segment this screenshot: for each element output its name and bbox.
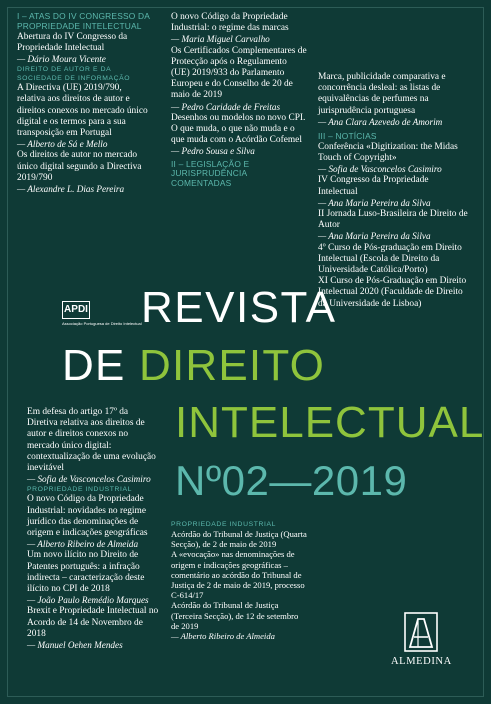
article-author: — João Paulo Remédio Marques [27, 595, 149, 606]
masthead-word-de: DE [62, 341, 126, 390]
contents-column-2 [171, 12, 307, 189]
article-title: Desenhos ou modelos no novo CPI. O que muda, o que não muda e o que muda com o Acórdão Cofemel [171, 112, 306, 146]
article-title: A «evocação» nas denominações de origem e indicações geográficas – comentário ao acórdão do Tribunal de Justiça de 2 de maio de 2019, processo C-614/17 [171, 549, 305, 601]
masthead-line-intelectual: INTELECTUAL [175, 398, 485, 447]
article-author: — Ana Maria Pereira da Silva [318, 197, 431, 208]
subsection-heading: DIREITO DE AUTOR E DA SOCIEDADE DE INFORMAÇÃO [17, 66, 131, 83]
article-title: Os Certificados Complementares de Protecção após o Regulamento (UE) 2019/933 do Parlamento Europeu e do Conselho de 20 de maio de 2019 [171, 45, 307, 101]
article-author: — Sofia de Vasconcelos Casimiro [318, 164, 442, 175]
masthead-word-direito: DIREITO [138, 341, 326, 390]
article-author: — Ana Clara Azevedo de Amorim [318, 116, 443, 127]
news-item: XI Curso de Pós-Graduação em Direito Intelectual 2020 (Faculdade de Direito da Universidade de Lisboa) [318, 276, 467, 309]
contents-column-4 [27, 407, 161, 651]
contents-column-1 [17, 12, 151, 195]
masthead-line-revista: REVISTA [141, 283, 337, 332]
publisher-logo [391, 612, 451, 667]
article-title: Um novo ilícito no Direito de Patentes português: a infração indirecta – caracterização deste ilícito no CPI de 2018 [27, 550, 145, 595]
article-author: — Ana Maria Pereira da Silva [318, 231, 431, 242]
section-heading: I – ATAS DO IV CONGRESSO DA PROPRIEDADE INTELECTUAL [17, 11, 150, 31]
article-author: — Pedro Caridade de Freitas [171, 101, 281, 112]
article-author: — Alberto de Sá e Mello [17, 139, 108, 150]
apdi-association-name: Associação Portuguesa de Direito Intelectual [62, 321, 142, 326]
apdi-logo-mark: APDI [62, 301, 90, 319]
apdi-logo [62, 301, 142, 326]
article-title: A Directiva (UE) 2019/790, relativa aos direitos de autor e direitos conexos no mercado único digital e os termos para a sua transposição em Portugal [17, 83, 148, 139]
news-item: IV Congresso da Propriedade Intelectual [318, 175, 429, 197]
article-title: Marca, publicidade comparativa e concorrência desleal: as listas de equivalências de perfumes na jurisprudência portuguesa [318, 72, 446, 116]
subsection-heading: PROPRIEDADE INDUSTRIAL [171, 521, 276, 528]
article-author: — Dário Moura Vicente [17, 54, 106, 64]
article-title: O novo Código da Propriedade Industrial: novidades no regime jurídico das denominações de origem e indicações geográficas [27, 494, 148, 539]
issue-number: Nº02—2019 [175, 457, 408, 504]
article-title: Acórdão do Tribunal de Justiça (Quarta Secção), de 2 de maio de 2019 [171, 529, 307, 550]
contents-column-3 [318, 72, 470, 310]
article-title: Brexit e Propriedade Intelectual no Acordo de 14 de Novembro de 2018 [27, 606, 159, 639]
news-item: Conferência «Digitization: the Midas Touch of Copyright» [318, 141, 458, 164]
article-author: — Sofia de Vasconcelos Casimiro [27, 474, 151, 485]
article-author: — Alexandre L. Dias Pereira [17, 184, 125, 195]
article-author: — Alberto Ribeiro de Almeida [27, 539, 139, 550]
article-title: Em defesa do artigo 17º da Diretiva relativa aos direitos de autor e direitos conexos no mercado único digital: contextualização de uma evolução inevitável [27, 407, 156, 474]
article-title: Acórdão do Tribunal de Justiça (Terceira Secção), de 12 de setembro de 2019 [171, 600, 299, 631]
article-title: Os direitos de autor no mercado único digital segundo a Directiva 2019/790 [17, 150, 142, 183]
publisher-name: ALMEDINA [391, 656, 452, 667]
almedina-emblem-icon [404, 612, 438, 652]
section-heading: III – NOTÍCIAS [318, 131, 377, 142]
subsection-heading: PROPRIEDADE INDUSTRIAL [27, 486, 132, 494]
article-title: O novo Código da Propriedade Industrial: o regime das marcas [171, 12, 289, 34]
news-item: II Jornada Luso-Brasileira de Direito de Autor [318, 209, 468, 231]
news-item: 4º Curso de Pós-graduação em Direito Intelectual (Escola de Direito da Universidade Católica/Porto) [318, 242, 462, 276]
contents-column-5 [171, 520, 307, 641]
masthead-line-de-direito [62, 341, 325, 391]
article-author: — Pedro Sousa e Silva [171, 146, 255, 157]
article-author: — Alberto Ribeiro de Almeida [171, 631, 275, 642]
article-title: Abertura do IV Congresso da Propriedade Intelectual [17, 31, 128, 53]
section-heading: II – LEGISLAÇÃO E JURISPRUDÊNCIA COMENTADAS [171, 158, 250, 189]
article-author: — Maria Miguel Carvalho [171, 34, 270, 45]
article-author: — Manuel Oehen Mendes [27, 640, 123, 651]
